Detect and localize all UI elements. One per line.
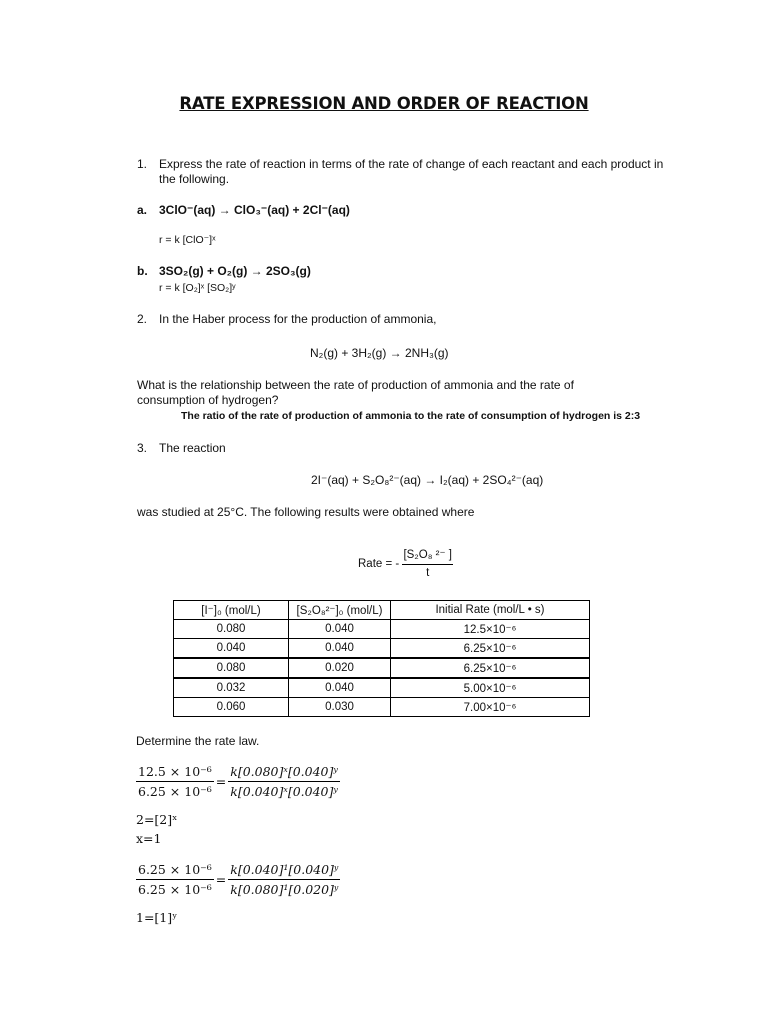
math-eq1 [136, 764, 340, 799]
eq2-left-num: 6.25 × 10⁻⁶ [136, 862, 214, 880]
q2-question [137, 378, 657, 408]
eq1-left-den: 6.25 × 10⁻⁶ [138, 784, 212, 799]
eq2-right-den: k[0.080]¹[0.020]ʸ [230, 882, 339, 897]
q1-text [159, 157, 679, 187]
cell-rate: 7.00×10⁻⁶ [391, 698, 590, 717]
rate-expression [358, 548, 453, 581]
cell-iodide: 0.032 [174, 678, 289, 698]
cell-rate: 6.25×10⁻⁶ [391, 658, 590, 678]
cell-rate: 12.5×10⁻⁶ [391, 620, 590, 639]
eq2-right-num: k[0.040]¹[0.040]ʸ [228, 862, 340, 880]
eq2-left-fraction [136, 862, 214, 897]
cell-iodide: 0.080 [174, 658, 289, 678]
cell-persulfate: 0.040 [289, 639, 391, 659]
q2-text: In the Haber process for the production of ammonia, [159, 312, 437, 326]
q3-studied-text: was studied at 25°C. The following results were obtained where [137, 505, 475, 519]
rate-label: Rate = - [358, 558, 400, 570]
rate-fraction [402, 548, 453, 581]
cell-persulfate: 0.020 [289, 658, 391, 678]
eq2-equals: = [215, 872, 227, 887]
q1a-equation: 3ClO⁻(aq) → ClO₃⁻(aq) + 2Cl⁻(aq) [159, 203, 350, 217]
q2-question-line2: consumption of hydrogen? [137, 393, 279, 407]
q1-number: 1. [137, 157, 148, 171]
q1b-equation: 3SO₂(g) + O₂(g) → 2SO₃(g) [159, 264, 311, 278]
math-eq2 [136, 862, 340, 897]
eq1-right-num: k[0.080]ˣ[0.040]ʸ [228, 764, 340, 782]
q1a-rate: r = k [ClO⁻]ˣ [159, 234, 216, 246]
table-header-row [174, 601, 590, 620]
eq2-left-den: 6.25 × 10⁻⁶ [138, 882, 212, 897]
q3-equation: 2I⁻(aq) + S₂O₈²⁻(aq) → I₂(aq) + 2SO₄²⁻(aq) [311, 473, 544, 487]
q1-text-line1: Express the rate of reaction in terms of the rate of change of each reactant and each product in [159, 157, 664, 171]
cell-persulfate: 0.040 [289, 678, 391, 698]
cell-iodide: 0.060 [174, 698, 289, 717]
math-line-1-equals: 1=[1]ʸ [136, 910, 178, 925]
cell-iodide: 0.080 [174, 620, 289, 639]
cell-persulfate: 0.040 [289, 620, 391, 639]
eq2-right-fraction [228, 862, 340, 897]
q1a-label: a. [137, 203, 148, 217]
cell-rate: 6.25×10⁻⁶ [391, 639, 590, 659]
rate-numerator: [S₂O₈ ²⁻ ] [402, 548, 453, 565]
results-table [173, 600, 590, 717]
eq1-equals: = [215, 774, 227, 789]
table-row [174, 620, 590, 639]
math-line-2-equals: 2=[2]ˣ [136, 812, 178, 827]
table-row [174, 658, 590, 678]
table-row [174, 698, 590, 717]
q3-text: The reaction [159, 441, 226, 455]
table-row [174, 639, 590, 659]
q1b-label: b. [137, 264, 148, 278]
q2-question-line1: What is the relationship between the rate of production of ammonia and the rate of [137, 378, 574, 392]
q3-number: 3. [137, 441, 148, 455]
q2-equation: N₂(g) + 3H₂(g) → 2NH₃(g) [310, 346, 449, 360]
determine-text: Determine the rate law. [136, 734, 260, 748]
math-x-result: x=1 [136, 831, 162, 846]
header-iodide: [I⁻]₀ (mol/L) [174, 601, 289, 620]
eq1-left-fraction [136, 764, 214, 799]
eq1-right-den: k[0.040]ˣ[0.040]ʸ [230, 784, 338, 799]
header-persulfate: [S₂O₈²⁻]₀ (mol/L) [289, 601, 391, 620]
cell-persulfate: 0.030 [289, 698, 391, 717]
eq1-left-num: 12.5 × 10⁻⁶ [136, 764, 214, 782]
q1-text-line2: the following. [159, 172, 230, 186]
q1b-rate: r = k [O₂]ˣ [SO₂]ʸ [159, 282, 236, 294]
q2-answer: The ratio of the rate of production of ammonia to the rate of consumption of hydrogen is 2:3 [181, 410, 641, 422]
header-initial-rate: Initial Rate (mol/L • s) [391, 601, 590, 620]
table-row [174, 678, 590, 698]
rate-denominator: t [426, 567, 430, 579]
page-title: RATE EXPRESSION AND ORDER OF REACTION [179, 94, 589, 113]
cell-rate: 5.00×10⁻⁶ [391, 678, 590, 698]
cell-iodide: 0.040 [174, 639, 289, 659]
eq1-right-fraction [228, 764, 340, 799]
q2-number: 2. [137, 312, 148, 326]
